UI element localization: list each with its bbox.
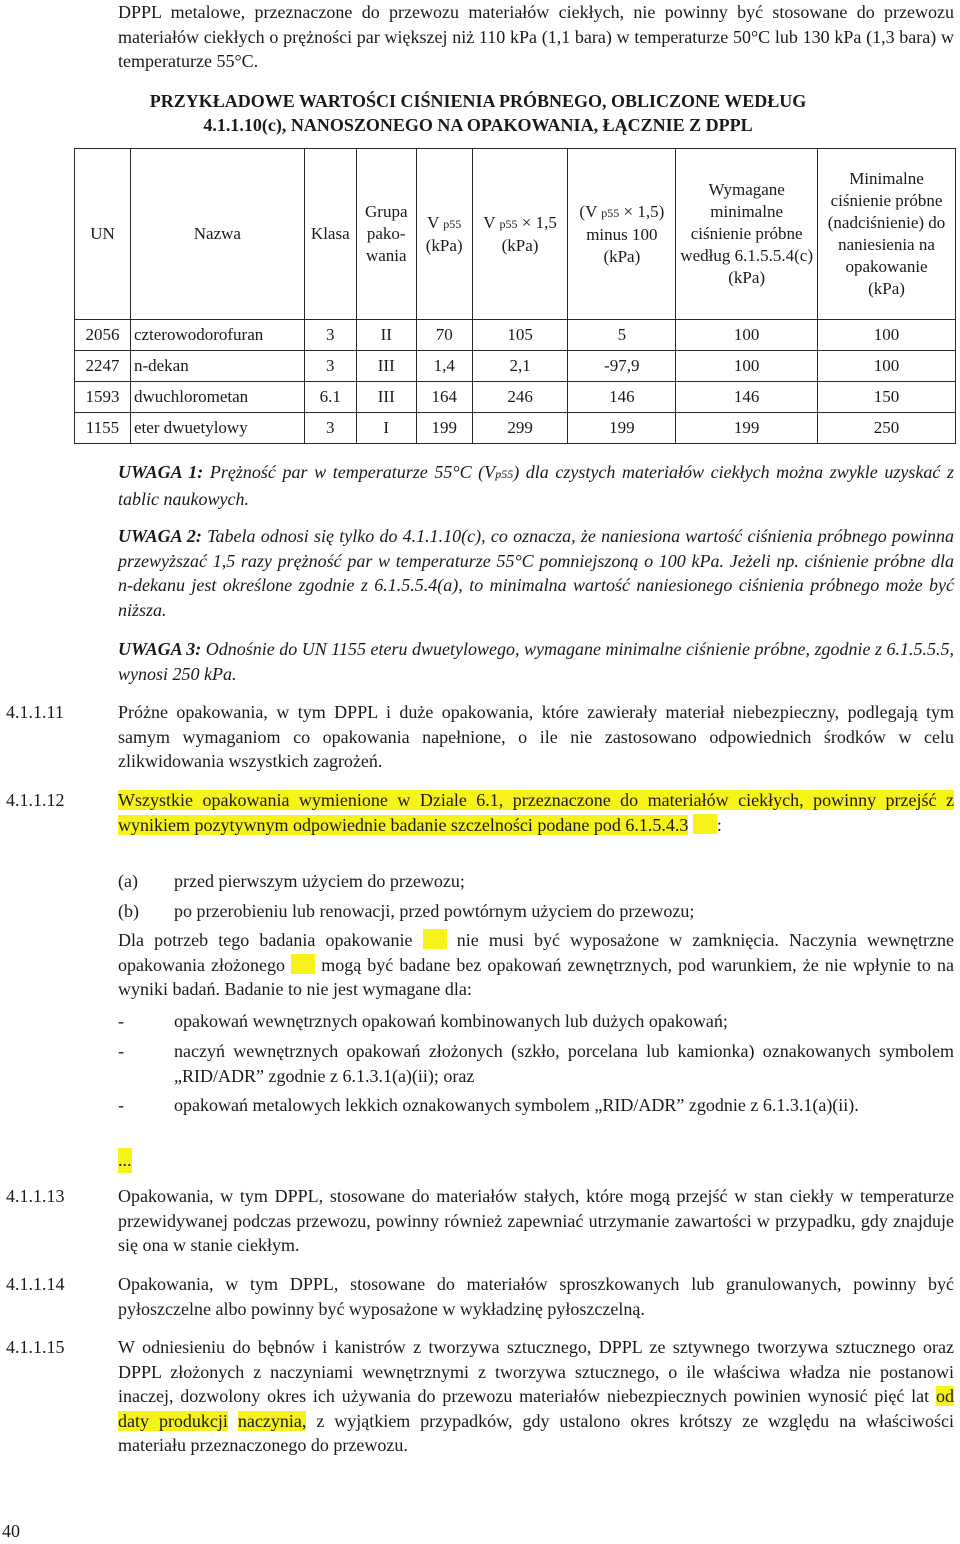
cell-un: 2247 [75,351,131,382]
cell-vp55: 199 [416,413,472,444]
pressure-table [74,148,956,444]
table-row [75,413,956,444]
note-1: UWAGA 1: Prężność par w temperaturze 55°C (Vp55) dla czystych materiałów ciekłych można zwykle uzyskać z tablic naukowych. [118,462,954,509]
item-a-label: (a) [118,871,138,891]
item-b-text: po przerobieniu lub renowacji, przed powtórnym użyciem do przewozu; [174,901,695,921]
section-4-1-1-14-text: Opakowania, w tym DPPL, stosowane do materiałów sproszkowanych lub granulowanych, powinny być pyłoszczelne albo powinny być wyposażone w wykładzinę pyłoszczelną. [118,1274,954,1319]
section-number-4-1-1-11: 4.1.1.11 [6,702,64,722]
table-row [75,320,956,351]
header-class: Klasa [304,149,356,320]
section-4-1-1-11-text: Próżne opakowania, w tym DPPL i duże opakowania, które zawierały materiał niebezpieczny, podlegają tym samym wymaganiom co opakowania napełnione, o ile nie zastosowano odpowiednich środków w celu zlikwidowania wszystkich zagrożeń. [118,702,954,771]
note-2-label: UWAGA 2: [118,526,202,546]
section-number-4-1-1-15: 4.1.1.15 [6,1337,65,1357]
dash-2-label: - [118,1041,124,1061]
dash-1-label: - [118,1011,124,1031]
cell-group: III [356,351,416,382]
section-4-1-1-12-continuation: Dla potrzeb tego badania opakowanie nie musi być wyposażone w zamknięcia. Naczynia wewnętrzne opakowania złożonego mogą być badane bez opakowań zewnętrznych, pod warunkiem, że nie wpłynie to na wyniki badań. Badanie to nie jest wymagane dla: [118,930,955,999]
cell-required: 199 [676,413,818,444]
note-2: UWAGA 2: Tabela odnosi się tylko do 4.1.1.10(c), co oznacza, że naniesiona wartość ciśnienia próbnego powinna przewyższać 1,5 razy prężność par w temperaturze 55°C pomniejszoną o 100 kPa. Jeżeli np. ciśnienie próbne dla n-dekanu jest określone zgodnie z 6.1.5.5.4(a), to minimalna wartość naniesionego ciśnienia próbnego może być niższa. [118,526,955,620]
item-b-label: (b) [118,901,139,921]
cell-class: 3 [304,413,356,444]
cell-vp55-minus: 5 [568,320,676,351]
cell-vp55: 70 [416,320,472,351]
table-header-row [75,149,956,320]
header-minimum-pressure: Minimalne ciśnienie próbne (nadciśnienie) do naniesienia na opakowanie (kPa) [818,149,956,320]
cell-name: eter dwuetylowy [130,413,304,444]
cell-name: dwuchlorometan [130,382,304,413]
cell-vp55: 164 [416,382,472,413]
cell-vp55-times: 2,1 [472,351,568,382]
cell-group: III [356,382,416,413]
note-3-label: UWAGA 3: [118,639,202,659]
header-un: UN [75,149,131,320]
cell-name: czterowodorofuran [130,320,304,351]
intro-paragraph: DPPL metalowe, przeznaczone do przewozu materiałów ciekłych, nie powinny być stosowane do przewozu materiałów ciekłych o prężności par większej niż 110 kPa (1,1 bara) w temperaturze 50°C lub 130 kPa (1,3 bara) w temperaturze 55°C. [118,2,954,71]
cell-vp55-times: 105 [472,320,568,351]
cell-vp55-minus: 199 [568,413,676,444]
cell-vp55-minus: -97,9 [568,351,676,382]
cell-minimum: 150 [818,382,956,413]
cell-minimum: 100 [818,320,956,351]
section-4-1-1-13-text: Opakowania, w tym DPPL, stosowane do materiałów stałych, które mogą przejść w stan ciekły w temperaturze przewidywanej podczas przewozu, powinny również zapewniać utrzymanie zawartości w przypadku, gdy znajduje się ona w stanie ciekłym. [118,1186,954,1255]
cell-class: 3 [304,320,356,351]
table-heading-line-1: PRZYKŁADOWE WARTOŚCI CIŚNIENIA PRÓBNEGO, OBLICZONE WEDŁUG [149,91,807,111]
dash-1-text: opakowań wewnętrznych opakowań kombinowanych lub dużych opakowań; [174,1011,728,1031]
cell-un: 1155 [75,413,131,444]
cell-minimum: 100 [818,351,956,382]
header-required-pressure: Wymagane minimalne ciśnienie próbne według 6.1.5.5.4(c) (kPa) [676,149,818,320]
dash-3-label: - [118,1095,124,1115]
cell-vp55: 1,4 [416,351,472,382]
ellipsis: ... [118,1148,132,1173]
cell-vp55-times: 299 [472,413,568,444]
table-row [75,351,956,382]
highlight-marker [693,814,717,834]
section-number-4-1-1-13: 4.1.1.13 [6,1186,65,1206]
dash-2-text: naczyń wewnętrznych opakowań złożonych (szkło, porcelana lub kamionka) oznakowanych symbolem „RID/ADR” zgodnie z 6.1.3.1(a)(ii); oraz [174,1041,954,1086]
header-vp55-minus: (V p55 × 1,5) minus 100 (kPa) [568,149,676,320]
cell-required: 100 [676,320,818,351]
section-4-1-1-15-text: W odniesieniu do bębnów i kanistrów z tworzywa sztucznego, DPPL ze sztywnego tworzywa sztucznego oraz DPPL złożonych z naczyniami wewnętrznymi z tworzywa sztucznego, o ile właściwa władza nie postanowi inaczej, dozwolony okres ich używania do przewozu materiałów niebezpiecznych powinien wynosić pięć lat od daty produkcji naczynia, z wyjątkiem przypadków, gdy ustalono okres krótszy ze względu na właściwości materiału przeznaczonego do przewozu. [118,1337,955,1455]
header-vp55: V p55 (kPa) [416,149,472,320]
dash-3-text: opakowań metalowych lekkich oznakowanych symbolem „RID/ADR” zgodnie z 6.1.3.1(a)(ii). [174,1095,859,1115]
cell-class: 6.1 [304,382,356,413]
cell-un: 1593 [75,382,131,413]
page-number: 40 [2,1521,20,1541]
header-packing-group: Grupa pako-wania [356,149,416,320]
cell-required: 100 [676,351,818,382]
cell-name: n-dekan [130,351,304,382]
section-4-1-1-12-text: Wszystkie opakowania wymienione w Dziale 6.1, przeznaczone do materiałów ciekłych, powinny przejść z wynikiem pozytywnym odpowiednie badanie szczelności podane pod 6.1.5.4.3 : [118,790,954,835]
section-number-4-1-1-14: 4.1.1.14 [6,1274,65,1294]
cell-vp55-minus: 146 [568,382,676,413]
table-row [75,382,956,413]
cell-vp55-times: 246 [472,382,568,413]
header-vp55-times: V p55 × 1,5 (kPa) [472,149,568,320]
cell-minimum: 250 [818,413,956,444]
cell-required: 146 [676,382,818,413]
table-heading-line-2: 4.1.1.10(c), NANOSZONEGO NA OPAKOWANIA, ŁĄCZNIE Z DPPL [203,115,753,135]
item-a-text: przed pierwszym użyciem do przewozu; [174,871,465,891]
note-1-label: UWAGA 1: [118,462,204,482]
cell-group: II [356,320,416,351]
header-name: Nazwa [130,149,304,320]
cell-class: 3 [304,351,356,382]
highlight-marker [423,929,447,949]
cell-un: 2056 [75,320,131,351]
cell-group: I [356,413,416,444]
highlight-marker [291,954,315,974]
section-number-4-1-1-12: 4.1.1.12 [6,790,65,810]
note-3: UWAGA 3: Odnośnie do UN 1155 eteru dwuetylowego, wymagane minimalne ciśnienie próbne, zgodnie z 6.1.5.5.5, wynosi 250 kPa. [118,639,955,684]
